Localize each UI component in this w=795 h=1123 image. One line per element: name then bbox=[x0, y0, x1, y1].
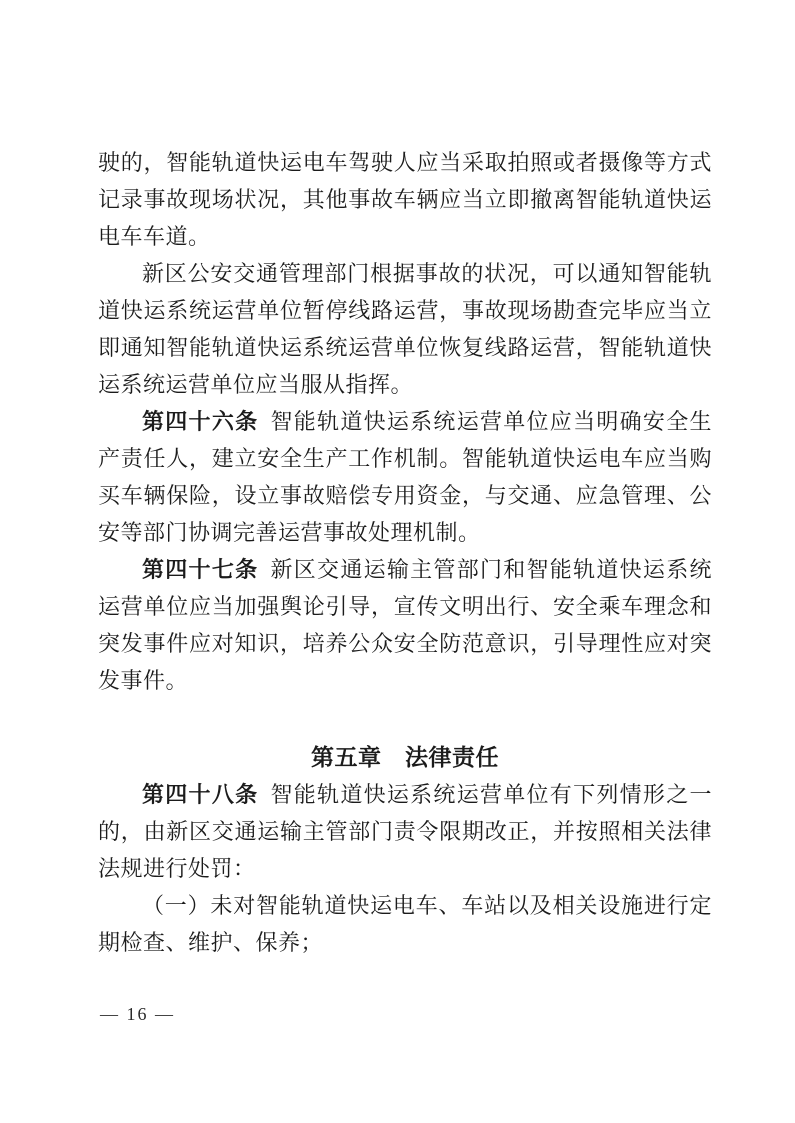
chapter-heading: 第五章 法律责任 bbox=[311, 744, 499, 770]
document-body bbox=[98, 144, 712, 961]
article-paragraph: 第四十六条 智能轨道快运系统运营单位应当明确安全生产责任人，建立安全生产工作机制。智能轨道快运电车应当购买车辆保险，设立事故赔偿专用资金，与交通、应急管理、公安等部门协调完善运营事故处理机制。 bbox=[98, 409, 712, 545]
article-paragraph: 第四十七条 新区交通运输主管部门和智能轨道快运系统运营单位应当加强舆论引导，宣传文明出行、安全乘车理念和突发事件应对知识，培养公众安全防范意识，引导理性应对突发事件。 bbox=[98, 557, 712, 693]
article-paragraph: 驶的，智能轨道快运电车驾驶人应当采取拍照或者摄像等方式记录事故现场状况，其他事故车辆应当立即撤离智能轨道快运电车车道。 bbox=[98, 150, 712, 249]
article-number-label: 第四十七条 bbox=[142, 557, 259, 582]
article-number-label: 第四十六条 bbox=[142, 409, 259, 434]
article-paragraph: 第四十八条 智能轨道快运系统运营单位有下列情形之一的，由新区交通运输主管部门责令限期改正，并按照相关法律法规进行处罚： bbox=[98, 782, 712, 881]
article-paragraph: 新区公安交通管理部门根据事故的状况，可以通知智能轨道快运系统运营单位暂停线路运营，事故现场勘查完毕应当立即通知智能轨道快运系统运营单位恢复线路运营，智能轨道快运系统运营单位应当服从指挥。 bbox=[98, 261, 712, 397]
page-number: — 16 — bbox=[100, 1004, 175, 1024]
article-paragraph: （一）未对智能轨道快运电车、车站以及相关设施进行定期检查、维护、保养； bbox=[98, 893, 712, 955]
article-number-label: 第四十八条 bbox=[142, 782, 259, 807]
